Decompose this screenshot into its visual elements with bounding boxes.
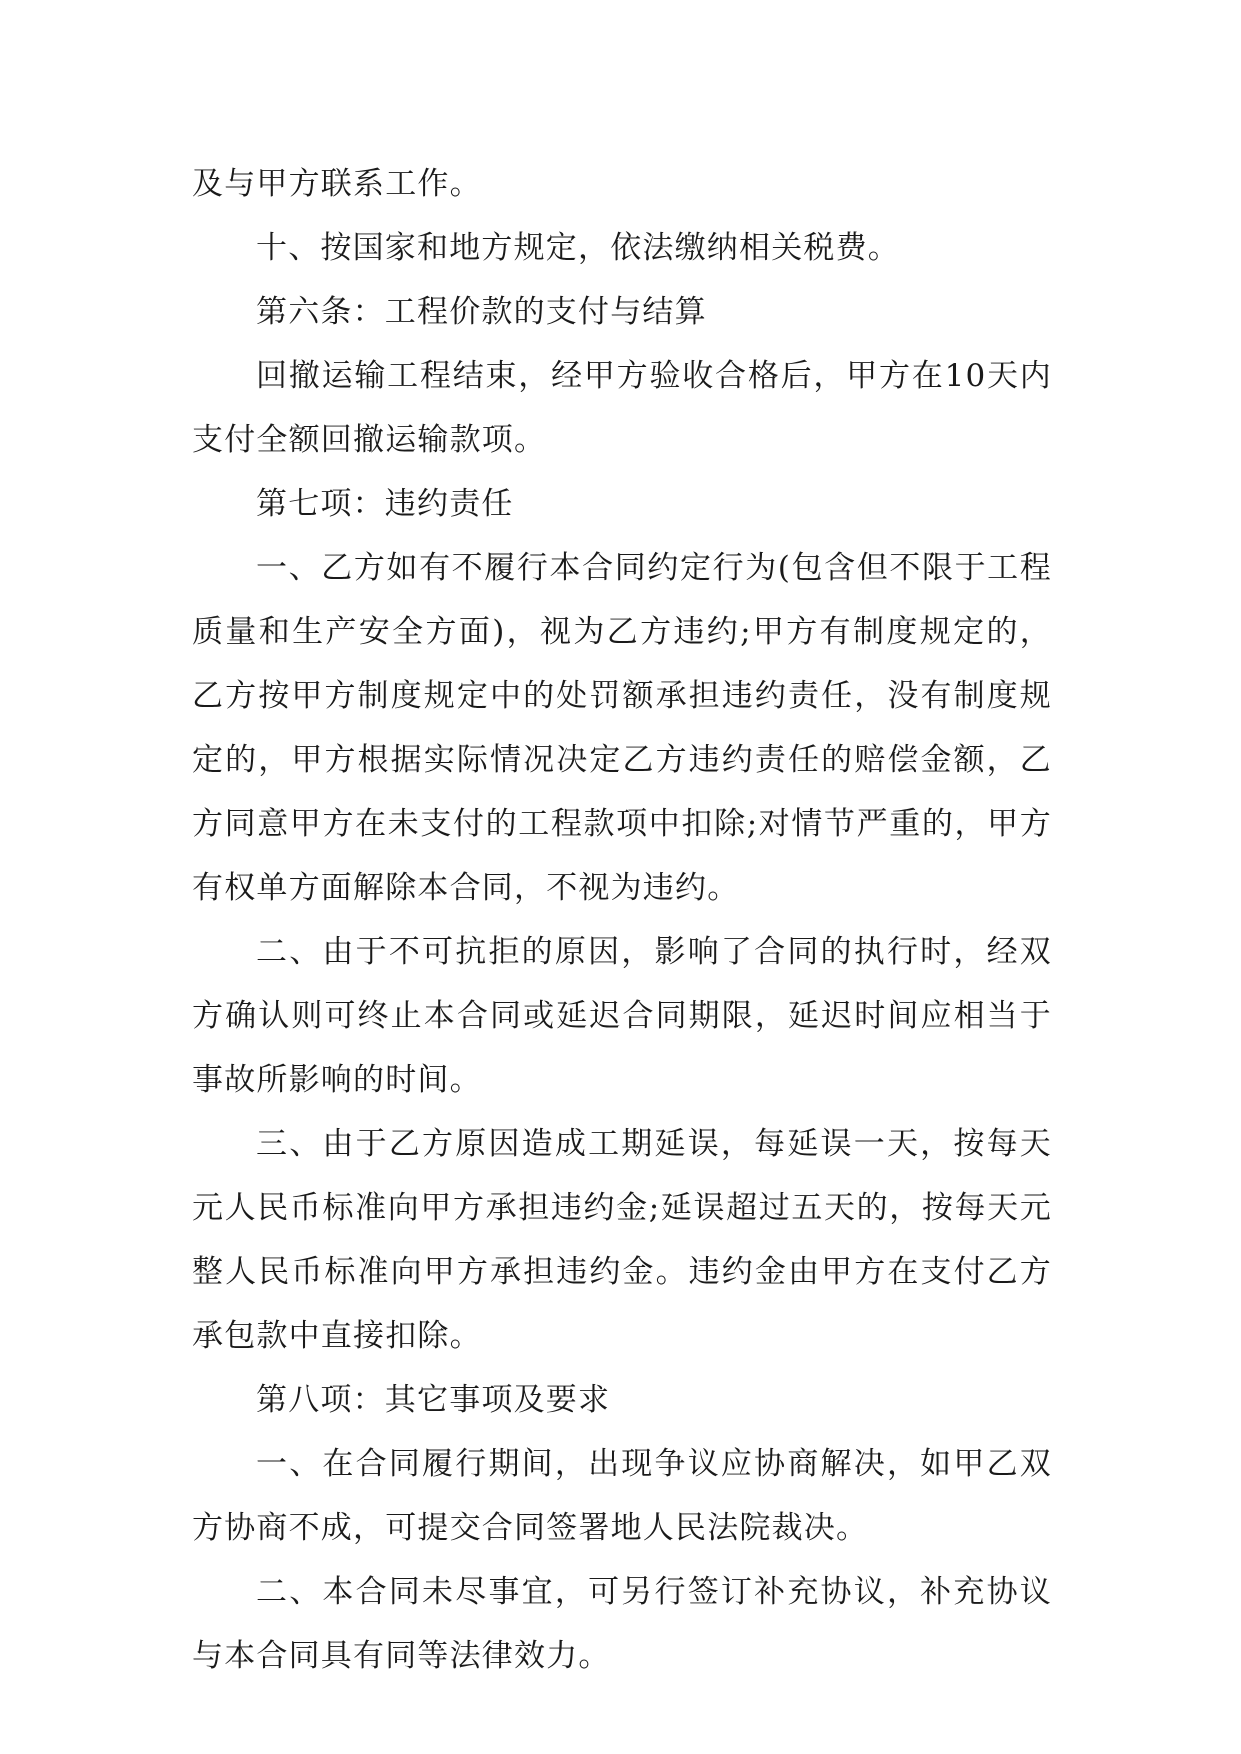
section-heading-item-seven: 第七项：违约责任 [256, 486, 514, 522]
paragraph-other-one: 一、在合同履行期间，出现争议应协商解决，如甲乙双方协商不成，可提交合同签署地人民法院裁决。 [192, 1446, 1052, 1546]
section-heading-article-six: 第六条：工程价款的支付与结算 [256, 294, 707, 330]
paragraph-other-two: 二、本合同未尽事宜，可另行签订补充协议，补充协议与本合同具有同等法律效力。 [192, 1574, 1052, 1674]
paragraph-breach-three: 三、由于乙方原因造成工期延误，每延误一天，按每天元人民币标准向甲方承担违约金;延误超过五天的，按每天元整人民币标准向甲方承担违约金。违约金由甲方在支付乙方承包款中直接扣除。 [192, 1126, 1052, 1354]
paragraph-continuation: 及与甲方联系工作。 [192, 166, 482, 202]
section-heading-item-eight: 第八项：其它事项及要求 [256, 1382, 611, 1418]
document-body [192, 152, 1052, 1688]
paragraph-breach-one: 一、乙方如有不履行本合同约定行为(包含但不限于工程质量和生产安全方面)，视为乙方违约;甲方有制度规定的，乙方按甲方制度规定中的处罚额承担违约责任，没有制度规定的，甲方根据实际情况决定乙方违约责任的赔偿金额，乙方同意甲方在未支付的工程款项中扣除;对情节严重的，甲方有权单方面解除本合同，不视为违约。 [192, 550, 1052, 906]
paragraph-payment-terms: 回撤运输工程结束，经甲方验收合格后，甲方在10天内支付全额回撤运输款项。 [192, 358, 1052, 458]
paragraph-item-ten: 十、按国家和地方规定，依法缴纳相关税费。 [256, 230, 900, 266]
paragraph-breach-two: 二、由于不可抗拒的原因，影响了合同的执行时，经双方确认则可终止本合同或延迟合同期限，延迟时间应相当于事故所影响的时间。 [192, 934, 1052, 1098]
